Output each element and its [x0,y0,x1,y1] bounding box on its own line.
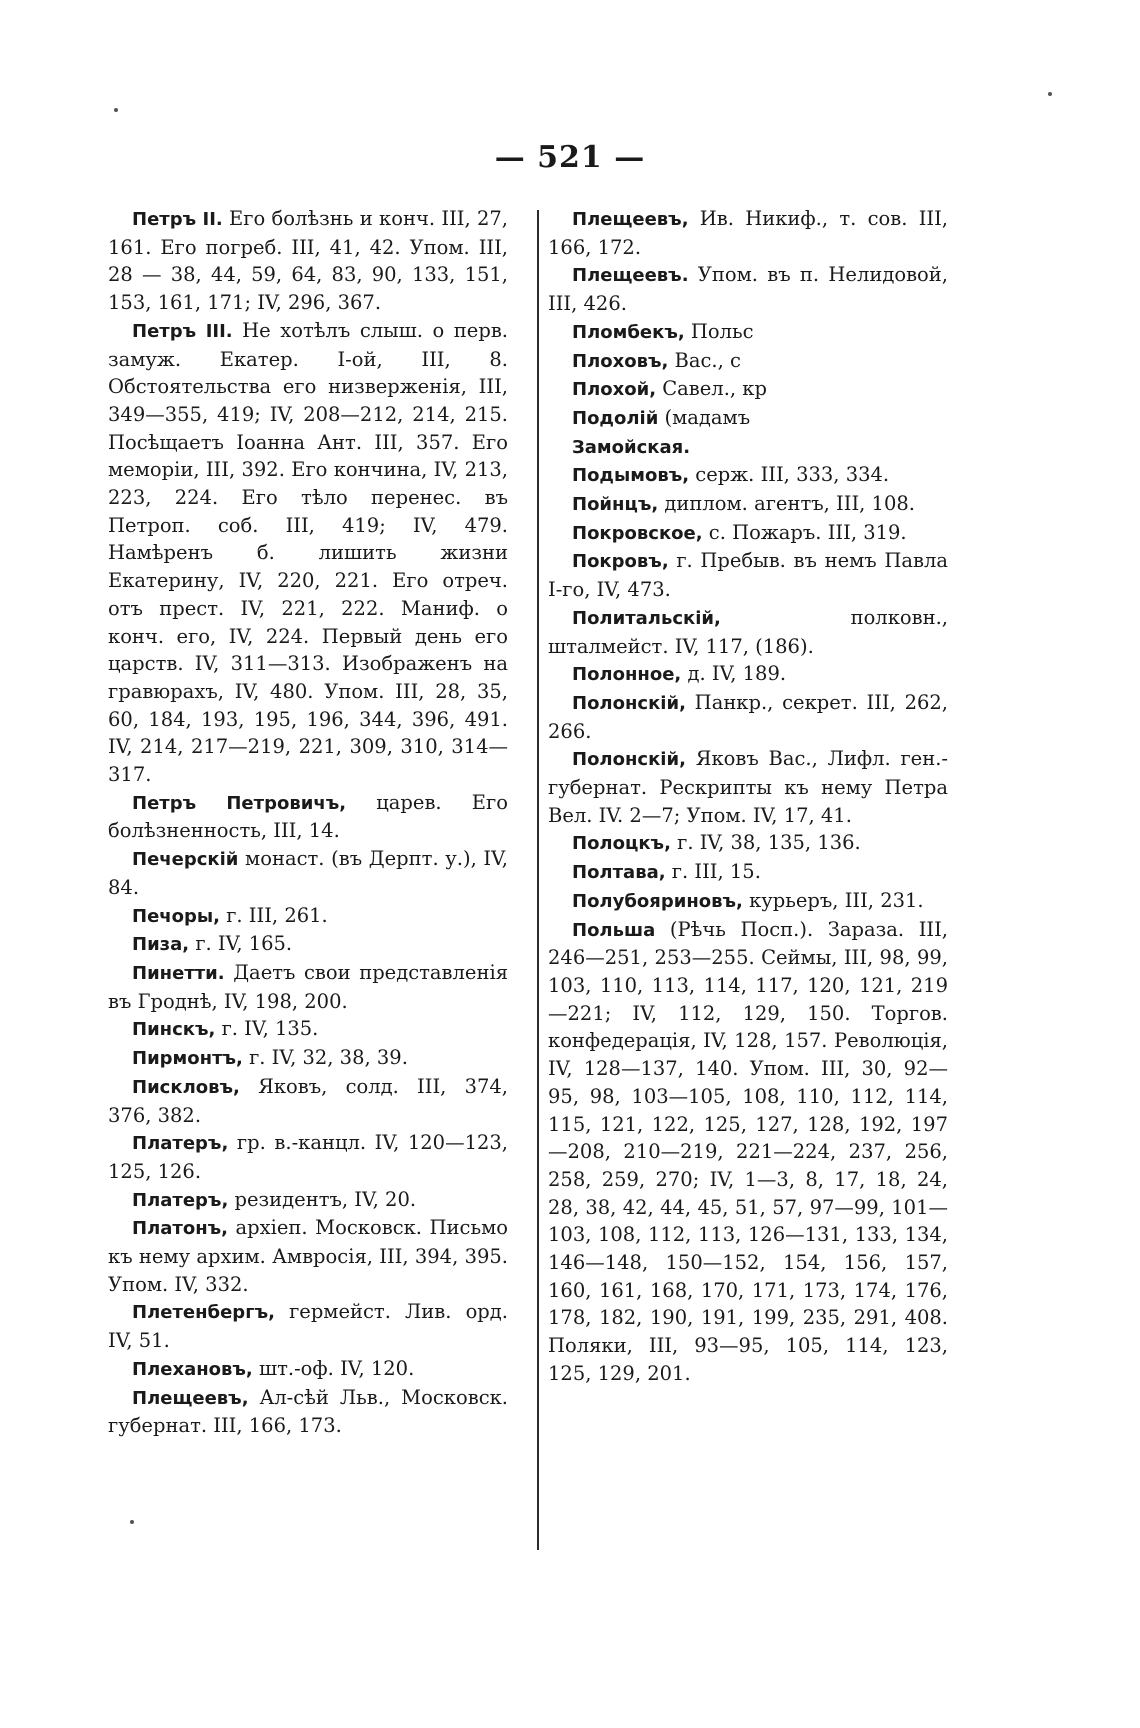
entry-headword: Пиза, [132,934,190,956]
entry-headword: Плещеевъ. [572,265,689,287]
entry-headword: Плоховъ, [572,350,669,372]
index-entry [108,1355,508,1384]
index-entry [548,829,948,858]
entry-headword: Пискловъ, [132,1076,240,1098]
index-entry [108,1044,508,1073]
entry-text: г. IV, 38, 135, 136. [670,831,861,855]
entry-text: д. IV, 189. [681,662,787,686]
entry-headword: Полтава, [572,862,666,884]
index-entry [108,1015,508,1044]
scan-speck [130,1520,134,1524]
index-entry [108,1214,508,1298]
entry-text: шт.-оф. IV, 120. [252,1356,415,1380]
entry-headword: Платеръ, [132,1133,229,1155]
entry-text: гермейст. Лив. орд. IV, 51. [108,1300,508,1353]
entry-headword: Плехановъ, [132,1358,253,1380]
index-entry [548,347,948,376]
entry-text: серж. III, 333, 334. [689,463,890,487]
entry-headword: Полонскій, [572,692,686,714]
entry-headword: Платеръ, [132,1189,229,1211]
entry-text: г. III, 15. [665,860,761,884]
index-entry [548,660,948,689]
entry-headword: Петръ III. [132,320,233,342]
entry-headword: Петръ Петровичъ, [132,792,347,814]
index-entry [548,261,948,317]
entry-headword: Пломбекъ, [572,321,685,343]
entry-text: Яковъ Вас., Лифл. ген.-губернат. Рескрипты къ нему Петра Вел. IV. 2—7; Упом. IV, 17, 41. [548,747,948,827]
index-entry [548,547,948,603]
entry-headword: Пинскъ, [132,1019,216,1041]
entry-headword: Петръ II. [132,209,223,230]
entry-text: диплом. агентъ, III, 108. [658,492,915,516]
entry-headword: Пирмонтъ, [132,1048,243,1070]
index-entry [108,317,508,789]
entry-text: резидентъ, IV, 20. [228,1187,417,1211]
entry-headword: Подымовъ, [572,465,690,487]
entry-text: Даетъ свои представленія въ Гроднѣ, IV, 198, 200. [108,960,508,1013]
entry-headword: Плохой, [572,379,657,401]
entry-text: царев. Его болѣзненность, III, 14. [108,790,508,843]
entry-text: (Рѣчь Посп.). Зараза. III, 246—251, 253—255. Сеймы, III, 98, 99, 103, 110, 113, 114, 117, 120, 121, 219—221; IV, 112, 129, 150. Торгов. конфедерація, IV, 128, 157. Революція, IV, 128—137, 140. Упом. III, 30, 92—95, 98, 103—105, 108, 110, 112, 114, 115, 121, 122, 125, 127, 128, 192, 197—208, 210—219, 221—224, 237, 256, 258, 259, 270; IV, 1—3, 8, 17, 18, 24, 28, 38, 42, 44, 45, 51, 57, 97—99, 101—103, 108, 112, 113, 126—131, 133, 134, 146—148, 150—152, 154, 156, 157, 160, 161, 168, 170, 171, 173, 174, 176, 178, 182, 190, 191, 199, 235, 291, 408. Поляки, III, 93—95, 105, 114, 123, 125, 129, 201. [548,917,948,1385]
index-entry [108,1298,508,1354]
index-entry [548,887,948,916]
index-entry [548,205,948,261]
entry-text: монаст. (въ Дерпт. у.), IV, 84. [108,847,508,899]
entry-text: с. Пожаръ. III, 319. [702,520,907,544]
index-entry [108,959,508,1015]
index-entry [548,490,948,519]
entry-headword: Плетенбергъ, [132,1302,275,1324]
entry-text: Савел., кр [656,377,767,401]
entry-text: Не хотѣлъ слыш. о перв. замуж. Екатер. I-ой, III, 8. Обстоятельства его низверженія, III, 349—355, 419; IV, 208—212, 214, 215. Посѣщаетъ Іоанна Ант. III, 357. Его меморіи, III, 392. Его кончина, IV, 213, 223, 224. Его тѣло перенес. въ Петроп. соб. III, 419; IV, 479. Намѣренъ б. лишить жизни Екатерину, IV, 220, 221. Его отреч. отъ прест. IV, 221, 222. Маниф. о конч. его, IV, 224. Первый день его царств. IV, 311—313. Изображенъ на гравюрахъ, IV, 480. Упом. III, 28, 35, 60, 184, 193, 195, 196, 344, 396, 491. IV, 214, 217—219, 221, 309, 310, 314—317. [108,318,508,787]
entry-headword: Замойская. [572,436,691,458]
index-entry [108,1186,508,1215]
left-column [108,205,508,1440]
index-entry [108,902,508,931]
entry-headword: Пойнцъ, [572,494,659,516]
index-columns [108,205,948,1440]
entry-text: гр. в.-канцл. IV, 120—123, 125, 126. [108,1131,508,1183]
entry-text: архіеп. Московск. Письмо къ нему архим. Амвросія, III, 394, 395. Упом. IV, 332. [108,1216,508,1296]
entry-text: Ал-сѣй Льв., Московск. губернат. III, 166, 173. [108,1385,508,1438]
entry-text: Упом. въ п. Нелидовой, III, 426. [548,263,948,316]
index-entry [108,789,508,845]
entry-text: курьеръ, III, 231. [742,888,924,912]
entry-text: г. IV, 165. [189,932,293,956]
entry-headword: Печерскій [132,849,239,871]
entry-headword: Полонскій, [572,749,686,771]
scan-speck [114,108,118,112]
index-entry [548,404,948,433]
entry-headword: Плещеевъ, [132,1387,249,1409]
index-entry [548,604,948,660]
entry-text: полковн., шталмейст. IV, 117, (186). [548,605,948,658]
entry-text: Польс [684,319,754,343]
index-entry [108,845,508,901]
entry-text: Панкр., секрет. III, 262, 266. [548,690,948,743]
index-entry [108,205,508,317]
entry-headword: Полубояриновъ, [572,890,743,912]
entry-text: Вас., с [668,348,741,372]
entry-text: Яковъ, солд. III, 374, 376, 382. [108,1074,508,1127]
entry-headword: Платонъ, [132,1218,228,1240]
index-entry [108,930,508,959]
entry-headword: Печоры, [132,905,220,927]
page-number: — 521 — [494,140,646,175]
entry-text: (мадамъ [658,405,751,429]
index-entry [548,318,948,347]
scan-speck [1048,92,1052,96]
index-entry [548,858,948,887]
entry-headword: Политальскій, [572,607,721,629]
index-entry [108,1384,508,1440]
index-entry [548,689,948,745]
index-entry [548,519,948,548]
entry-headword: Польша [572,919,656,941]
entry-headword: Полоцкъ, [572,833,671,855]
entry-headword: Пинетти. [132,962,225,984]
index-entry [108,1073,508,1129]
entry-text: г. III, 261. [220,903,328,927]
entry-text: г. IV, 135. [215,1017,319,1041]
entry-headword: Покровское, [572,522,703,544]
entry-headword: Покровъ, [572,551,669,573]
entry-text: г. Пребыв. въ немъ Павла I-го, IV, 473. [548,549,948,602]
entry-headword: Полонное, [572,664,682,686]
index-entry [548,375,948,404]
entry-text: Его болѣзнь и конч. III, 27, 161. Его погреб. III, 41, 42. Упом. III, 28 — 38, 44, 59, 64, 83, 90, 133, 151, 153, 161, 171; IV, 296, 367. [108,207,508,315]
right-column [548,205,948,1440]
entry-headword: Подолій [572,407,659,429]
entry-headword: Плещеевъ, [572,209,689,230]
index-entry [548,916,948,1388]
index-entry [108,1129,508,1185]
index-entry [548,433,948,462]
entry-text: Ив. Никиф., т. сов. III, 166, 172. [548,207,948,259]
entry-text: г. IV, 32, 38, 39. [242,1046,408,1070]
index-entry [548,745,948,829]
index-entry [548,461,948,490]
